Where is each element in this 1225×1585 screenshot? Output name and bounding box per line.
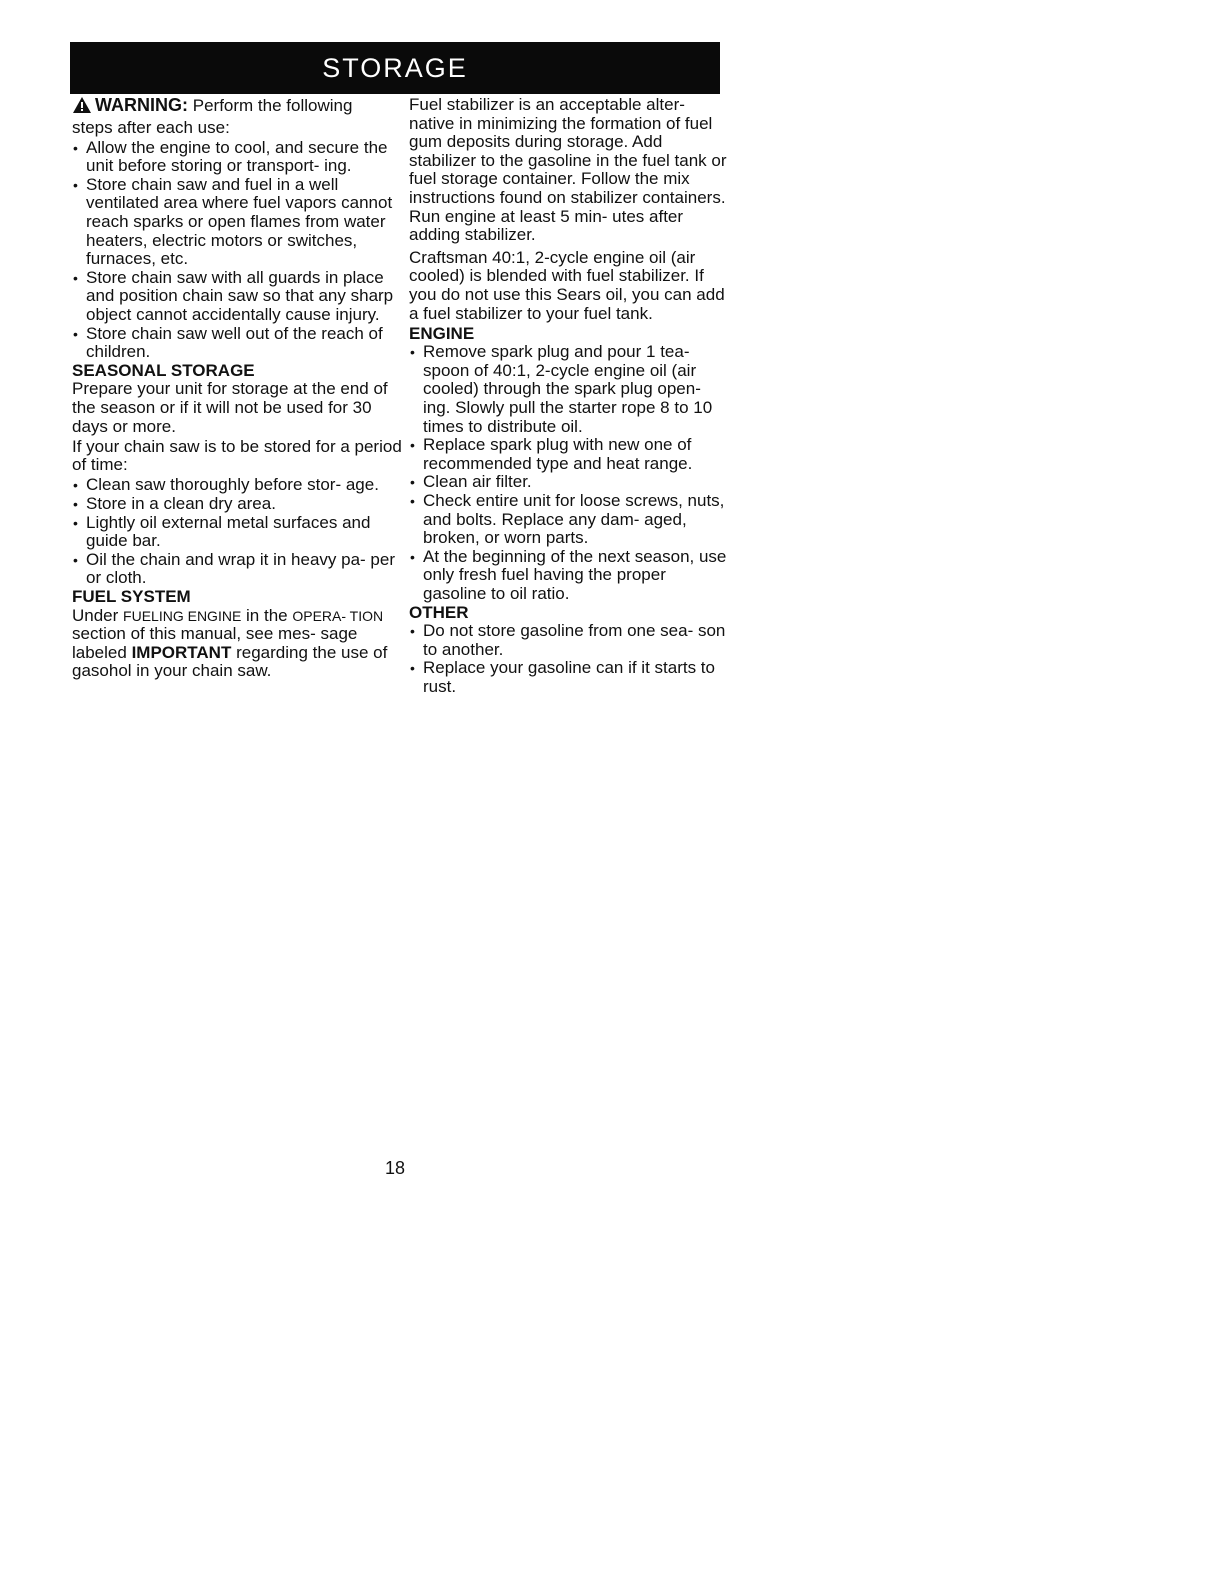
seasonal-paragraph-2: If your chain saw is to be stored for a period of time: xyxy=(72,436,402,475)
other-list xyxy=(409,622,727,696)
fuel-text-1: Under xyxy=(72,605,119,625)
warning-text-cont: steps after each use: xyxy=(72,117,230,137)
seasonal-paragraph-1: Prepare your unit for storage at the end of the season or if it will not be used for 30 days or more. xyxy=(72,379,388,436)
warning-label: WARNING: xyxy=(95,95,188,115)
important-ref: IMPORTANT xyxy=(131,642,232,662)
fueling-engine-ref: FUELING ENGINE xyxy=(123,607,242,624)
stabilizer-paragraph-1: Fuel stabilizer is an acceptable alter- native in minimizing the formation of fuel gum deposits during storage. Add stabilizer to the gasoline in the fuel tank or fuel storage container. Follow the mix instructions found on stabilizer containers. Run engine at least 5 min- utes after adding stabilizer. xyxy=(409,95,727,245)
seasonal-storage-heading: SEASONAL STORAGE xyxy=(72,360,255,380)
list-item: • Clean saw thoroughly before stor- age. xyxy=(72,476,402,495)
fuel-text-5: section of this manual, see mes- sage labeled xyxy=(72,624,358,662)
list-item: • Replace your gasoline can if it starts to rust. xyxy=(409,659,727,696)
list-item: • Clean air filter. xyxy=(409,473,727,492)
warning-text: Perform the following xyxy=(192,96,353,115)
list-item: • Lightly oil external metal surfaces and guide bar. xyxy=(72,514,402,551)
list-item: • Allow the engine to cool, and secure the unit before storing or transport- ing. xyxy=(72,139,402,176)
operation-ref: OPERA- TION xyxy=(292,607,384,624)
warning-list xyxy=(72,139,402,362)
section-title: STORAGE xyxy=(322,52,468,83)
list-item: • Check entire unit for loose screws, nuts, and bolts. Replace any dam- aged, broken, or worn parts. xyxy=(409,492,727,548)
list-item: • Do not store gasoline from one sea- son to another. xyxy=(409,622,727,659)
section-title-banner xyxy=(70,42,720,94)
fuel-text-7: regarding the use of gasohol in your chain saw. xyxy=(72,642,388,681)
fuel-system-paragraph xyxy=(72,607,402,681)
list-item: • Store chain saw well out of the reach of children. xyxy=(72,325,402,362)
seasonal-list xyxy=(72,476,402,588)
list-item: • Store chain saw with all guards in place and position chain saw so that any sharp object cannot accidentally cause injury. xyxy=(72,269,402,325)
engine-heading: ENGINE xyxy=(409,323,475,343)
other-heading: OTHER xyxy=(409,602,469,622)
engine-list xyxy=(409,343,727,603)
list-item: • Replace spark plug with new one of recommended type and heat range. xyxy=(409,436,727,473)
warning-paragraph xyxy=(72,96,402,137)
warning-triangle-icon xyxy=(72,96,92,119)
page-number: 18 xyxy=(384,1158,406,1178)
list-item: • Remove spark plug and pour 1 tea- spoon of 40:1, 2-cycle engine oil (air cooled) through the spark plug open- ing. Slowly pull the starter rope 8 to 10 times to distribute oil. xyxy=(409,343,727,436)
list-item: • Store in a clean dry area. xyxy=(72,495,402,514)
stabilizer-paragraph-2: Craftsman 40:1, 2-cycle engine oil (air cooled) is blended with fuel stabilizer. If you do not use this Sears oil, you can add a fuel stabilizer to your fuel tank. xyxy=(409,247,725,323)
left-column xyxy=(72,96,402,682)
fuel-system-heading: FUEL SYSTEM xyxy=(72,586,191,606)
right-column xyxy=(409,96,727,697)
list-item: • Store chain saw and fuel in a well ventilated area where fuel vapors cannot reach sparks or open flames from water heaters, electric motors or switches, furnaces, etc. xyxy=(72,176,402,269)
list-item: • At the beginning of the next season, use only fresh fuel having the proper gasoline to oil ratio. xyxy=(409,548,727,604)
fuel-text-3: in the xyxy=(246,605,288,625)
list-item: • Oil the chain and wrap it in heavy pa- per or cloth. xyxy=(72,551,402,588)
